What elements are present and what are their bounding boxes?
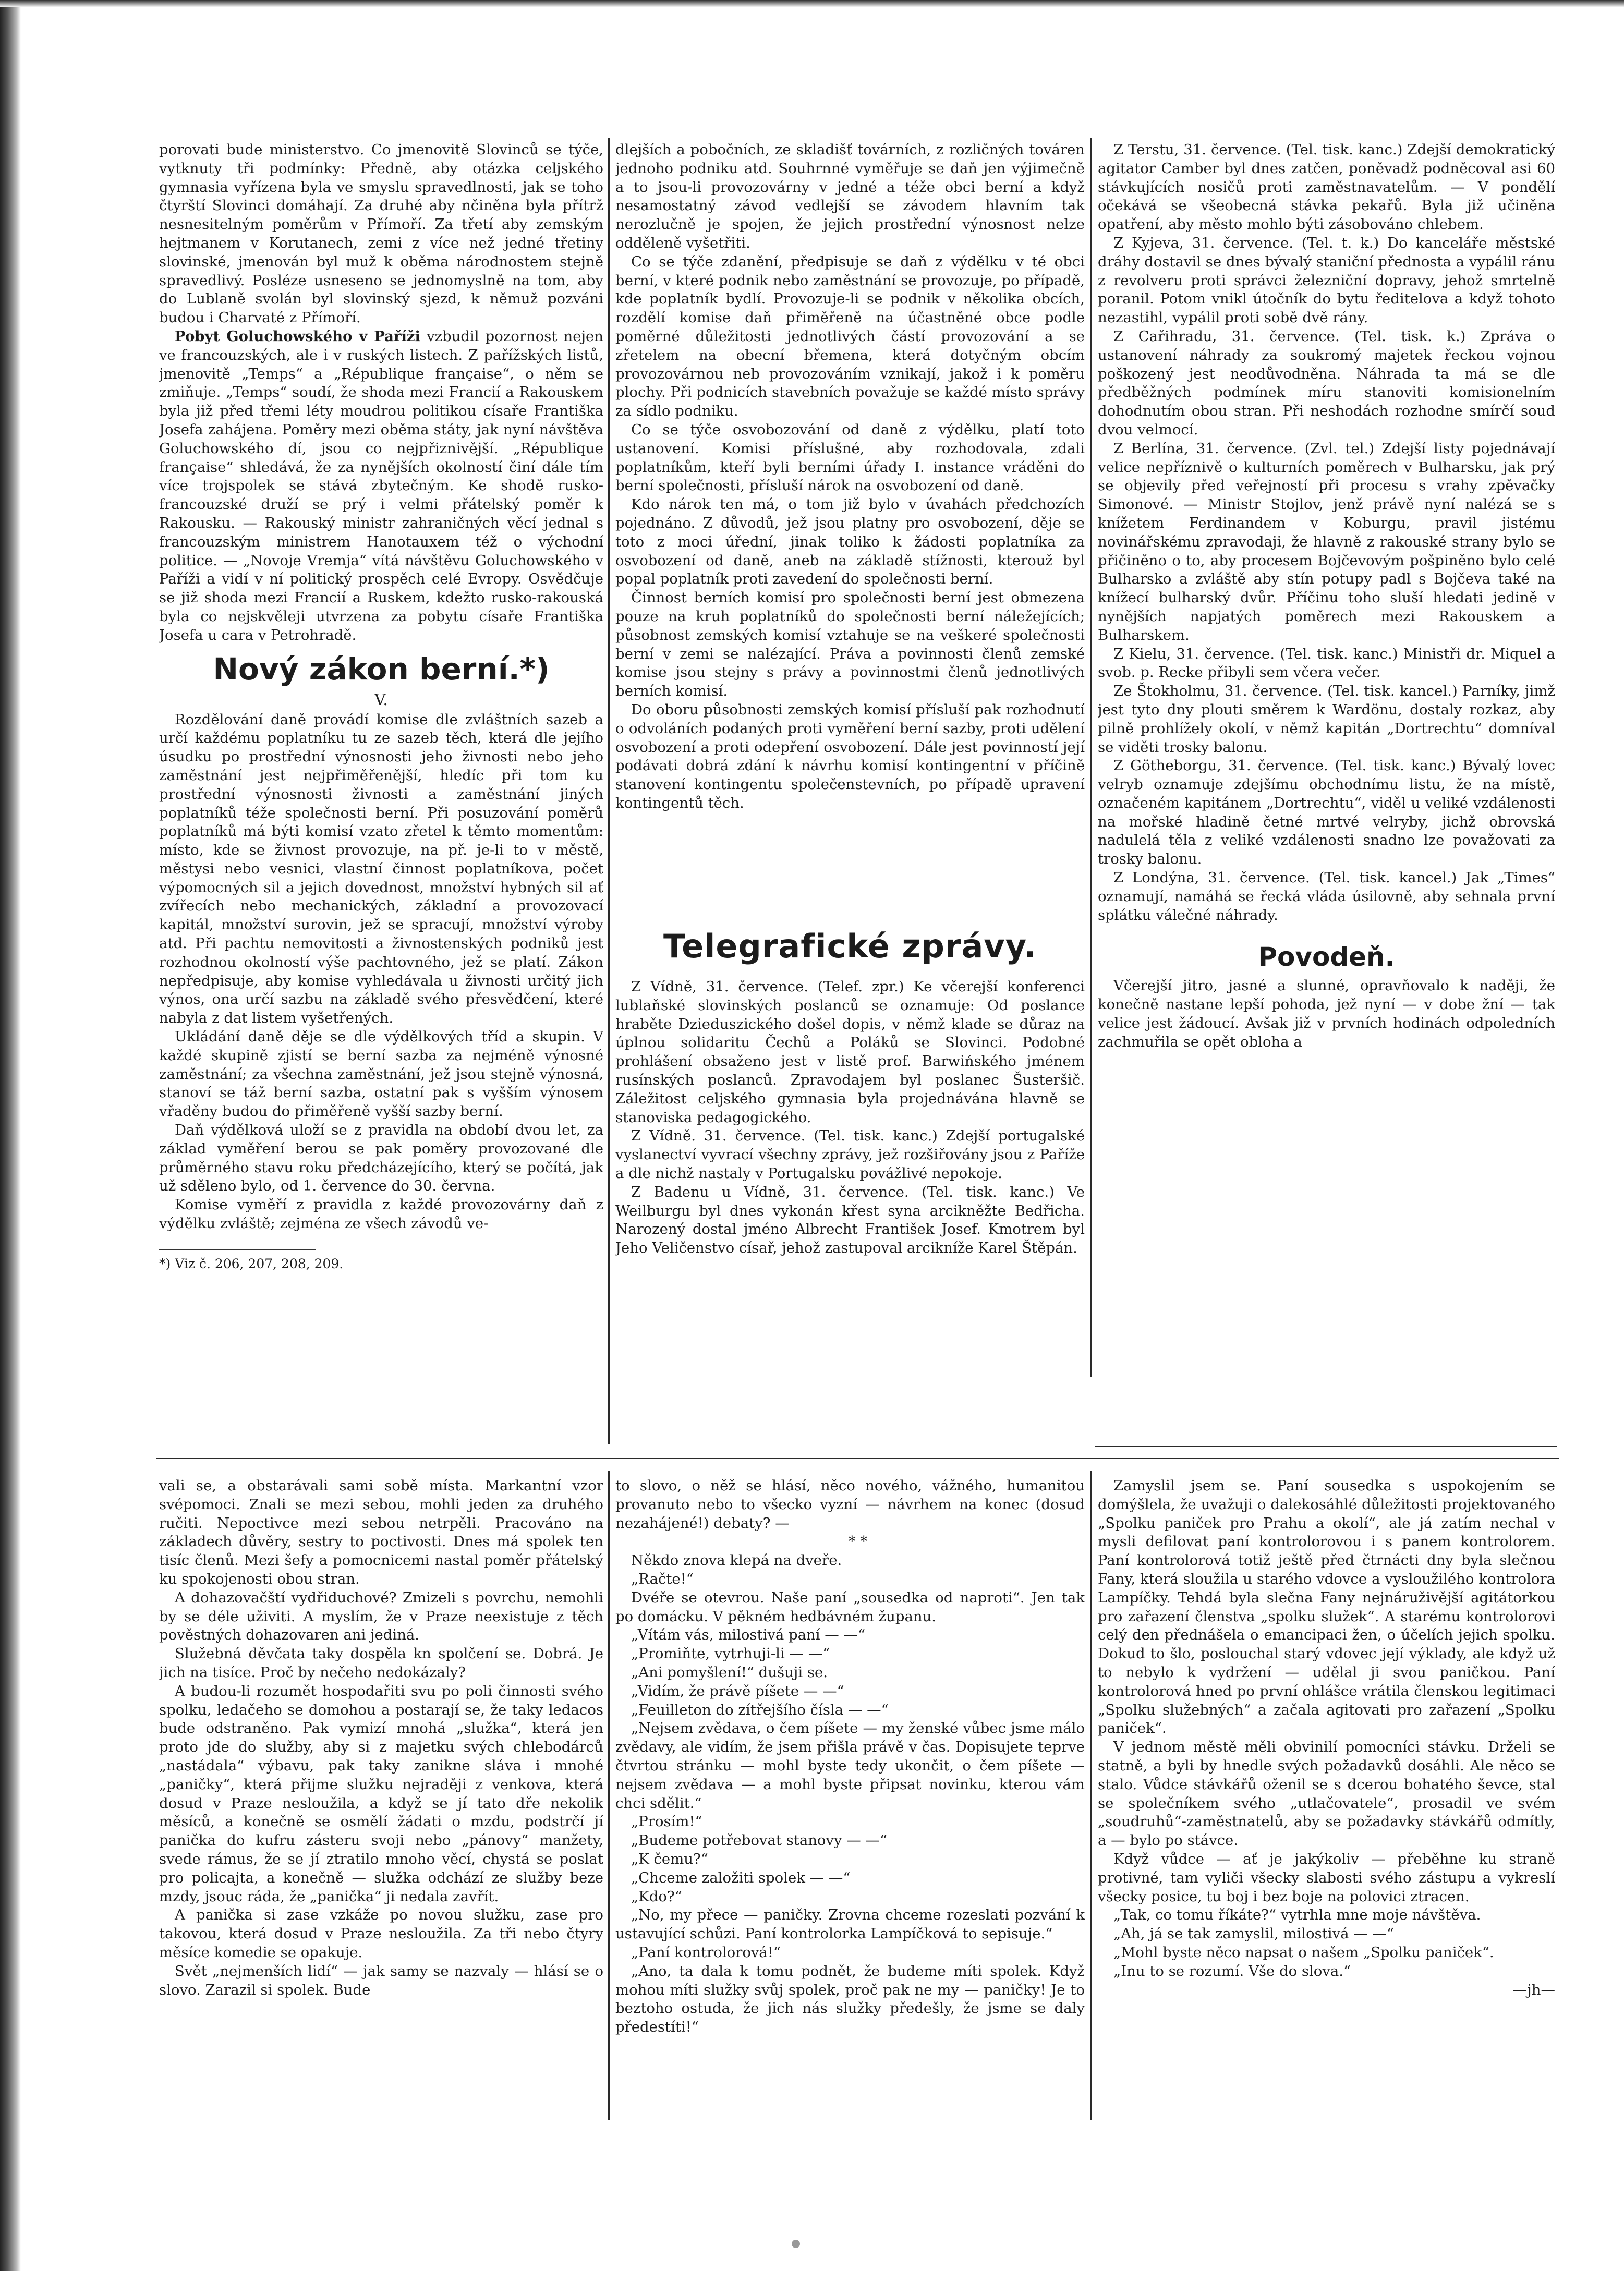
feuilleton-column-3	[1098, 1477, 1555, 2116]
column-rule-2	[1090, 138, 1092, 1377]
dialogue-line: „Ani pomyšlení!“ dušuji se.	[631, 1663, 828, 1681]
dialogue-line: „Prosím!“	[631, 1813, 702, 1830]
telegraph-section	[615, 900, 1085, 1442]
dialogue-line: „Chceme založiti spolek — —“	[631, 1869, 851, 1886]
dialogue-line: „Feuilleton do zítřejšího čísla — —“	[631, 1701, 889, 1718]
top-column-3	[1098, 141, 1555, 1373]
dialogue-line: „Mohl byste něco napsat o našem „Spolku paniček“.	[1113, 1944, 1494, 1961]
feuilleton-paragraph: vali se, a obstarávali sami sobě místa. Markantní vzor svépomoci. Znali se mezi sebou, mohli jeden za druhého ručiti. Nepoctivce mezi sebou netrpěli. Pracováno na základech důvěry, sestry to poctivosti. Dnes má spolek ten tisíc členů. Mezi šefy a pomocnicemi nastal poměr přátelský ku spokojenosti obou stran.	[159, 1477, 603, 1587]
telegraph-report: Z Kyjeva, 31. července. (Tel. t. k.) Do kanceláře městské dráhy dostavil se dnes bývalý staniční přednosta a vypálil ránu z revolveru proti správci železniční dopravy, jehož smrtelně poranil. Potom vnikl útočník do bytu ředitelova a když tohoto nezastihl, vypálil proti sobě dvě rány.	[1098, 234, 1555, 326]
scan-edge-top	[0, 0, 1624, 7]
telegraph-report: Z Cařihradu, 31. července. (Tel. tisk. k.) Zpráva o ustanovení náhrady za soukromý majetek řeckou vojnou poškozený jest neodůvodněna. Náhrada ta má se dle předběžných podmínek míru stanoviti komisionelním dohodnutím obou stran. Při neshodách rozhodne smírčí soud dvou velmocí.	[1098, 327, 1555, 438]
scan-speck	[792, 2240, 800, 2248]
feuilleton-column-1	[159, 1477, 603, 2116]
column-rule-4	[1090, 1471, 1092, 2120]
tax-law-paragraph: Ukládání daně děje se dle výdělkových tříd a skupin. V každé skupině zjistí se berní sazba za nejméně výnosné zaměstnání; za všechna zaměstnání, jež jsou stejně výnosná, stanoví se táž berní sazba, ostatní pak s vyšším výnosem vřaděny budou do přiměřeně vyšší sazby berní.	[159, 1028, 603, 1120]
tax-law-paragraph: dlejších a pobočních, ze skladišť továrních, z rozličných továren jednoho podniku atd. Souhrnné vyměřuje se daň jen výjimečně a to jsou-li provozovárny v jedné a téže obci berní a když nesamostatný závod vedlejší se závodem hlavním tak nerozlučně je spojen, že jejich prostřední výnosnost nelze odděleně vyšetřiti.	[615, 141, 1085, 251]
dialogue-line: „Vidím, že právě píšete — —“	[631, 1682, 844, 1699]
tax-law-part-number: V.	[374, 690, 388, 709]
telegraph-heading: Telegrafické zprávy.	[663, 927, 1037, 965]
telegraph-report: Z Götheborgu, 31. července. (Tel. tisk. kanc.) Bývalý lovec velryb oznamuje zdejšímu obchodnímu listu, že na místě, označeném kapitánem „Dortrechtu“, viděl u veliké vzdálenosti na mořské hladině četné mrtvé velryby, jichž obrovská nadulelá těla z veliké vzdálenosti snadno lze považovati za trosky balonu.	[1098, 757, 1555, 868]
dialogue-line: „Ah, já se tak zamyslil, milostivá — —“	[1113, 1925, 1395, 1942]
section-separator: * *	[848, 1533, 868, 1550]
tax-law-paragraph: Komise vyměří z pravidla z každé provozovárny daň z výdělku zvláště; zejména ze všech závodů ve-	[159, 1196, 603, 1232]
feuilleton-rule-2	[1095, 1446, 1557, 1447]
dialogue-line: „K čemu?“	[631, 1850, 708, 1867]
tax-law-paragraph: Co se týče zdanění, předpisuje se daň z výdělku v té obci berní, v které podnik nebo zaměstnání se provozuje, po případě, kde poplatník bydlí. Provozuje-li se podnik v několika obcích, rozdělí komise daň přiměřeně na účastněné obce podle poměrné důležitosti jednotlivých částí provozování a se zřetelem na obecní břemena, která dotyčným obcím provozovárnou neb provozováním vznikají, jakož i k poměru plochy. Při podnicích stavebních považuje se každé místo správy za sídlo podniku.	[615, 253, 1085, 420]
feuilleton-paragraph: V jednom městě měli obvinilí pomocníci stávku. Drželi se statně, a byli by hnedle svých požadavků dosáhli. Ale něco se stalo. Vůdce stávkářů oženil se s dcerou bohatého ševce, stal se společníkem svého „utlačovatele“, prosadil ve svém „soudruhů“-zaměstnatelů, aby se požadavky stávkářů odmítly, a — bylo po stávce.	[1098, 1739, 1555, 1849]
tax-law-paragraph: Daň výdělková uloží se z pravidla na období dvou let, za základ vyměření berou se pak poměry provozované dle průměrného stavu roku předcházejícího, který se počítá, jak už sděleno bylo, od 1. července do 30. června.	[159, 1122, 603, 1195]
column-rule-3	[608, 1471, 610, 2120]
feuilleton-paragraph: Zamyslil jsem se. Paní sousedka s uspokojením se domýšlela, že uvažuji o dalekosáhlé důležitosti projektovaného „Spolku paniček pro Prahu a okolí“, ale já zatím nechal v mysli defilovat paní kontrolorovou i s panem kontrolorem. Paní kontrolorová totiž ještě před čtrnácti dny byla slečnou Fany, která sloužila u starého vdovce a vysloužilého kontrolora Lampíčky. Tehdá byla slečna Fany nejnáruživější agitátorkou pro zařazení členstva „spolku služek“. A starému kontrolorovi celý den přednášela o emancipaci žen, o účelích jejich spolku. Dokud to šlo, poslouchal starý vdovec její výklady, ale když už to nebylo k vydržení — udělal ji svou paničkou. Paní kontrolorová hned po první ohlášce vrátila členskou legitimaci „Spolku služebných“ a začala agitovati pro zařazení „Spolku paniček“.	[1098, 1477, 1555, 1737]
feuilleton-paragraph: A panička si zase vzkáže po novou služku, zase pro takovou, která dosud v Praze nesloužila. Za tři nebo čtyry měsíce komedie se opakuje.	[159, 1906, 603, 1961]
telegraph-report: Ze Štokholmu, 31. července. (Tel. tisk. kancel.) Parníky, jimž jest tyto dny plouti směrem k Wardönu, dostaly rozkaz, aby pilně prohlížely okolí, v němž kapitán „Dortrechtu“ domníval se viděti trosky balonu.	[1098, 683, 1555, 756]
feuilleton-paragraph: Služebná děvčata taky dospěla kn spolčení se. Dobrá. Je jich na tisíce. Proč by nečeho nedokázaly?	[159, 1645, 603, 1681]
telegraph-report: Z Vídně. 31. července. (Tel. tisk. kanc.) Zdejší portugalské vyslanectví vyvrací všechny zprávy, jež rozšiřovány jsou z Paříže a dle nichž nastaly v Portugalsku povážlivé nepokoje.	[615, 1127, 1085, 1182]
politics-paragraph: porovati bude ministerstvo. Co jmenovitě Slovinců se týče, vytknuty tři podmínky: Předně, aby otázka celjského gymnasia vyřízena byla ve smyslu spravedlnosti, jak se toho čtyrští Slovinci domáhají. Za druhé aby nčiněna byla přítrž nesnesitelným poměrům v Přímoří. Za třetí aby zemským hejtmanem v Korutanech, zemi z více než jedné třetiny slovinské, jmenován byl muž k oběma národnostem stejně spravedlivý. Posléze usneseno se jednomyslně na tom, aby do Lublaně svolán byl slovinský sjezd, k němuž pozváni budou i Charvaté z Přímoří.	[159, 141, 603, 326]
tax-law-heading: Nový zákon berní.*)	[213, 651, 550, 687]
feuilleton-paragraph: Někdo znova klepá na dveře.	[631, 1552, 842, 1569]
feuilleton-paragraph: Svět „nejmenších lidí“ — jak samy se nazvaly — hlásí se o slovo. Zarazil si spolek. Bude	[159, 1962, 603, 1998]
flood-paragraph: Včerejší jitro, jasné a slunné, opravňovalo k naději, že konečně nastane lepší pohoda, jež nyní — v dobe žní — tak velice jest žádoucí. Avšak již v prvních hodinách odpoledních zachmuřila se opět obloha a	[1098, 977, 1555, 1050]
feuilleton-paragraph: Když vůdce — ať je jakýkoliv — přeběhne ku straně protivné, tam vyliči všecky slabosti svého zástupu a vykreslí všecky posice, tu boj i bez boje na polovici ztracen.	[1098, 1850, 1555, 1905]
dialogue-line: „Tak, co tomu říkáte?“ vytrhla mne moje návštěva.	[1113, 1906, 1481, 1924]
tax-law-paragraph: Činnost berních komisí pro společnosti berní jest obmezena pouze na kruh poplatníků do společnosti berní náležejících; působnost zemských komisí vztahuje se na veškeré společnosti berní v zemi se nalézající. Práva a povinnosti členů zemské komise jsou stejny s právy a povinnostmi členů jednotlivých berních komisí.	[615, 589, 1085, 700]
tax-law-paragraph: Do oboru působnosti zemských komisí přísluší pak rozhodnutí o odvoláních podaných proti vyměření berní sazby, proti udělení osvobození a proti odepření osvobození. Dále jest povinností její podávati dobrá zdání k návrhu komisí kontingentní v příčině stanovení kontingentu společenstevních, po případě upravení kontingentů těch.	[615, 701, 1085, 811]
dialogue-line: „Budeme potřebovat stanovy — —“	[631, 1832, 888, 1849]
dialogue-line: „Ano, ta dala k tomu podnět, že budeme míti spolek. Když mohou míti služky svůj spolek, proč pak ne my — paničky! Je to beztoho ostuda, že jich nás služky předešly, že jsme se daly předestíti!“	[615, 1962, 1085, 2036]
column-rule-1	[608, 138, 610, 1444]
telegraph-report: Z Vídně, 31. července. (Telef. zpr.) Ke včerejší konferenci lublaňské slovinských poslanců se oznamuje: Od poslance hraběte Dzieduszického došel dopis, v němž klade se důraz na úplnou solidaritu Čechů a Poláků se Slovinci. Podobné prohlášení obsaženo jest v listě prof. Barwińského jménem rusínských poslanců. Zpravodajem byl poslanec Šusteršič. Záležitost celjského gymnasia byla projednávána hlavně se stanoviska pedagogického.	[615, 978, 1085, 1126]
tax-law-paragraph: Kdo nárok ten má, o tom již bylo v úvahách předchozích pojednáno. Z důvodů, jež jsou platny pro osvobození, děje se toto z moci úřední, jinak toliko k žádosti poplatníka za osvobození od daně, aneb na základě stížnosti, kterouž byl popal poplatník proti zavedení do společnosti berní.	[615, 496, 1085, 588]
dialogue-line: „No, my přece — paničky. Zrovna chceme rozeslati pozvání k ustavující schůzi. Paní kontrolorka Lampíčková to sepisuje.“	[615, 1906, 1085, 1942]
goluchowski-headline: Pobyt Goluchowského v Paříži	[175, 327, 420, 345]
dialogue-line: „Nejsem zvědava, o čem píšete — my ženské vůbec jsme málo zvědavy, ale vidím, že jsem přišla právě v čas. Dopisujete teprve čtvrtou stránku — mohl byste tedy ukončit, o čem píšete — nejsem zvědava — a mohl byste připsat novinku, kterou vám chci sdělit.“	[615, 1720, 1085, 1812]
feuilleton-paragraph: to slovo, o něž se hlásí, něco nového, vážného, humanitou provanuto nebo to všecko vyzní — návrhem na konec (dosud nezahájené!) debaty? —	[615, 1477, 1085, 1532]
dialogue-line: „Promiňte, vytrhuji-li — —“	[631, 1645, 830, 1662]
telegraph-report: Z Terstu, 31. července. (Tel. tisk. kanc.) Zdejší demokratický agitator Camber byl dnes zatčen, poněvadž podněcoval asi 60 stávkujících nosičů proti zaměstnavatelům. — V pondělí očekává se všeobecná stávka pekařů. Byla již učiněna opatření, aby město mohlo býti zásobováno chlebem.	[1098, 141, 1555, 233]
feuilleton-column-2	[615, 1477, 1085, 2116]
feuilleton-paragraph: A budou-li rozumět hospodařiti svu po poli činnosti svého spolku, ledačeho se domohou a postarají se, že taky ledacos bude odstraněno. Pak vymizí mnohá „služka“, která jen proto jde do služby, aby si z majetku svých chlebodárců „nastádala“ výbavu, pak taky zanikne sláva i mnohé „paničky“, která přijme služku nejraději z venkova, která dosud v Praze nesloužila, a když se jí tato dře nekolik měsíců, a konečně se osmělí žádati o mzdu, podstrčí jí panička do kufru zásteru svoji nebo „pánovy“ manžety, svede rámus, že se jí ztratilo mnoho věcí, chystá se poslat pro policajta, a konečně — služka odchází ze služby beze mzdy, jsouc ráda, že „panička“ ji nedala zavřít.	[159, 1682, 603, 1905]
telegraph-report: Z Badenu u Vídně, 31. července. (Tel. tisk. kanc.) Ve Weilburgu byl dnes vykonán křest syna arcikněžte Bedřicha. Narozený dostal jméno Albrecht František Josef. Kmotrem byl Jeho Veličenstvo císař, jehož zastupoval arcikníže Karel Štěpán.	[615, 1183, 1085, 1257]
scan-edge-left	[0, 0, 21, 2271]
telegraph-report: Z Londýna, 31. července. (Tel. tisk. kancel.) Jak „Times“ oznamují, namáhá se řecká vláda úsilovně, aby sehnala první splátku válečné náhrady.	[1098, 869, 1555, 924]
top-column-2	[615, 141, 1085, 900]
goluchowski-text: vzbudil pozornost nejen ve francouzských, ale i v ruských listech. Z pařížských listů, jmenovitě „Temps“ a „République française“, o něm se zmiňuje. „Temps“ soudí, že shoda mezi Francií a Rakouskem byla již před třemi léty moudrou politikou císaře Františka Josefa zahájena. Poměry mezi oběma státy, jak nyní návštěva Goluchowského dí, jsou co nejpřiznivější. „République française“ shledává, že za nynějších okolností činí dále tím více trojspolek se stává zbytečným. Ke shodě rusko-francouzské druží se prý i velmi přátelský poměr k Rakousku. — Rakouský ministr zahraničných věcí jednal s francouzským ministrem Hanotauxem též o východní politice. — „Novoje Vremja“ vítá návštěvu Goluchowského v Paříži a vidí v ní politický prospěch celé Evropy. Osvědčuje se již shoda mezi Francií a Ruskem, kdežto rusko-rakouská byla co nejskvěleji utvrzena za pobytu císaře Františka Josefa u cara v Petrohradě.	[159, 327, 603, 643]
feuilleton-rule-1	[156, 1458, 1559, 1459]
tax-law-paragraph: Co se týče osvobozování od daně z výdělku, platí toto ustanovení. Komisi příslušné, aby rozhodovala, zdali poplatníkům, kteří byli berními úřady I. instance vráděni do berní společnosti, přísluší nárok na osvobození od daně.	[615, 421, 1085, 494]
dialogue-line: „Vítám vás, milostivá paní — —“	[631, 1626, 866, 1644]
dialogue-line: „Inu to se rozumí. Vše do slova.“	[1113, 1962, 1351, 1979]
top-column-1	[159, 141, 603, 1440]
author-signature: —jh—	[1512, 1981, 1555, 1998]
goluchowski-paragraph	[159, 327, 603, 645]
dialogue-line: „Kdo?“	[631, 1888, 682, 1905]
tax-law-paragraph: Rozdělování daně provádí komise dle zvláštních sazeb a určí každému poplatníku tu ze sazeb těch, která dle jejího úsudku po prostřední výnosnosti jeho živnosti nebo jeho zaměstnání jest nejpřiměřenější, hledíc při tom ku prostřední výnosnosti živnosti a zaměstnání jiných poplatníků téže společnosti berní. Při posuzování poměrů poplatníků má býti komisí vzato zřetel k těmto momentům: místo, kde se živnost provozuje, na př. je-li to v městě, městysi nebo vesnici, vlastní činnost poplatníkova, počet výpomocných sil a jejich dovednost, množství hybných sil ať zvířecích nebo mechanických, základní a provozovací kapitál, množství surovin, jež se spracují, množství výroby atd. Při pachtu nemovitosti a živnostenských podniků jest rozhodnou okolností výše pachtovného, jež se platí. Zákon nepředpisuje, aby komise vyhledávala u živnosti určitý jich výnos, ona určí sazbu na základě svého přesvědčení, které nabyla z dat listem vyšetřených.	[159, 711, 603, 1027]
telegraph-report: Z Kielu, 31. července. (Tel. tisk. kanc.) Ministři dr. Miquel a svob. p. Recke přibyli sem včera večer.	[1098, 645, 1555, 681]
telegraph-report: Z Berlína, 31. července. (Zvl. tel.) Zdejší listy pojednávají velice nepříznivě o kulturních poměrech v Bulharsku, jak prý se objevily před veřejností při procesu s vrahy zpěvačky Simonové. — Ministr Stojlov, jenž právě nyní nalézá se s knížetem Ferdinandem v Koburgu, pravil jistému novinářskému zpravodaji, že hlavně z rakouské strany bylo se přičiněno o to, aby procesem Bojčevovým pošpiněno bylo celé Bulharsko a zvláště aby stín potupy padl s Bojčeva také na knížecí bulharský dvůr. Příčinu toho sluší hledati jedině v nynějších napjatých poměrech mezi Rakouskem a Bulharskem.	[1098, 440, 1555, 643]
feuilleton-paragraph: A dohazovačští vydřiduchové? Zmizeli s povrchu, nemohli by se déle uživiti. A myslím, že v Praze neexistuje z těch pověstných dohazovaren ani jediná.	[159, 1589, 603, 1644]
flood-heading: Povodeň.	[1258, 942, 1395, 973]
footnote: *) Viz č. 206, 207, 208, 209.	[159, 1249, 316, 1273]
dialogue-line: „Paní kontrolorová!“	[631, 1944, 781, 1961]
feuilleton-paragraph: Dvéře se otevrou. Naše paní „sousedka od naproti“. Jen tak po domácku. V pěkném hedbávném županu.	[615, 1589, 1085, 1625]
dialogue-line: „Račte!“	[631, 1570, 694, 1587]
